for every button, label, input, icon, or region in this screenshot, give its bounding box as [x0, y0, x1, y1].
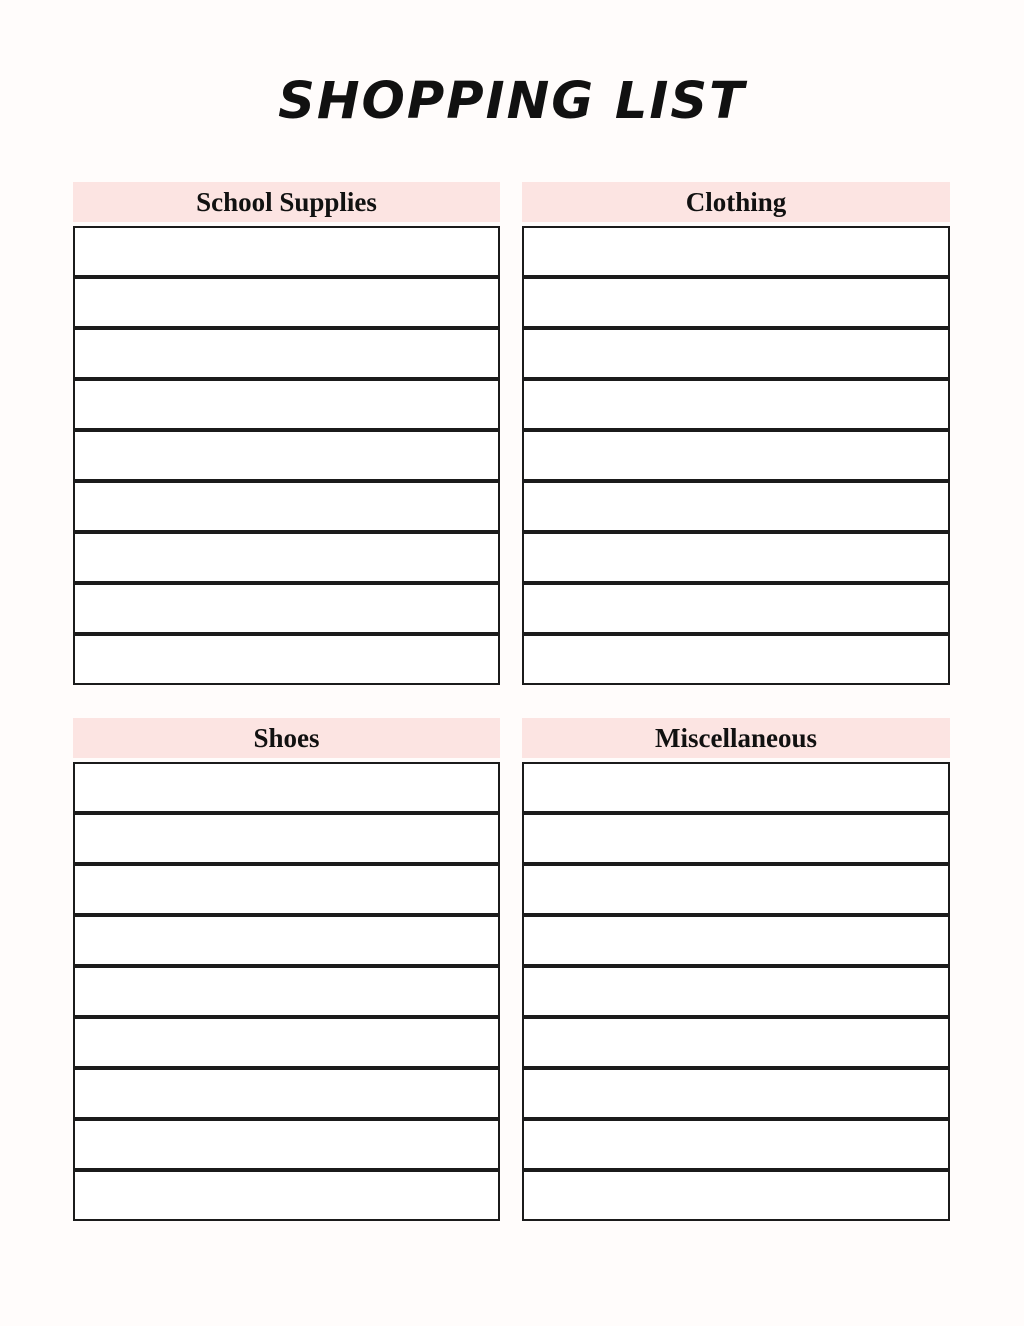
list-row[interactable] — [522, 813, 950, 864]
section-list-miscellaneous — [522, 762, 950, 1221]
list-row[interactable] — [73, 864, 500, 915]
list-row[interactable] — [73, 430, 500, 481]
list-row[interactable] — [73, 762, 500, 813]
list-row[interactable] — [522, 277, 950, 328]
section-school-supplies — [73, 182, 500, 685]
list-row[interactable] — [73, 634, 500, 685]
list-row[interactable] — [522, 634, 950, 685]
list-row[interactable] — [73, 583, 500, 634]
list-row[interactable] — [522, 1068, 950, 1119]
list-row[interactable] — [73, 532, 500, 583]
section-header-clothing: Clothing — [522, 182, 950, 222]
list-row[interactable] — [522, 430, 950, 481]
list-row[interactable] — [522, 966, 950, 1017]
list-row[interactable] — [522, 328, 950, 379]
list-row[interactable] — [522, 915, 950, 966]
list-row[interactable] — [73, 813, 500, 864]
list-row[interactable] — [73, 966, 500, 1017]
list-row[interactable] — [522, 226, 950, 277]
list-row[interactable] — [522, 583, 950, 634]
list-row[interactable] — [522, 1170, 950, 1221]
section-header-school-supplies: School Supplies — [73, 182, 500, 222]
section-header-shoes: Shoes — [73, 718, 500, 758]
list-row[interactable] — [73, 1119, 500, 1170]
list-row[interactable] — [522, 1017, 950, 1068]
list-row[interactable] — [73, 481, 500, 532]
section-miscellaneous — [522, 718, 950, 1221]
section-shoes — [73, 718, 500, 1221]
list-row[interactable] — [73, 1170, 500, 1221]
list-row[interactable] — [73, 1068, 500, 1119]
section-list-shoes — [73, 762, 500, 1221]
list-row[interactable] — [73, 226, 500, 277]
list-row[interactable] — [522, 1119, 950, 1170]
list-row[interactable] — [522, 379, 950, 430]
list-row[interactable] — [73, 915, 500, 966]
list-row[interactable] — [522, 864, 950, 915]
list-row[interactable] — [73, 1017, 500, 1068]
list-row[interactable] — [73, 379, 500, 430]
section-header-miscellaneous: Miscellaneous — [522, 718, 950, 758]
page-title: SHOPPING LIST — [278, 72, 746, 131]
list-row[interactable] — [522, 532, 950, 583]
list-row[interactable] — [73, 277, 500, 328]
section-list-school-supplies — [73, 226, 500, 685]
section-list-clothing — [522, 226, 950, 685]
list-row[interactable] — [522, 762, 950, 813]
list-row[interactable] — [73, 328, 500, 379]
section-clothing — [522, 182, 950, 685]
sections-grid — [73, 182, 950, 1221]
list-row[interactable] — [522, 481, 950, 532]
